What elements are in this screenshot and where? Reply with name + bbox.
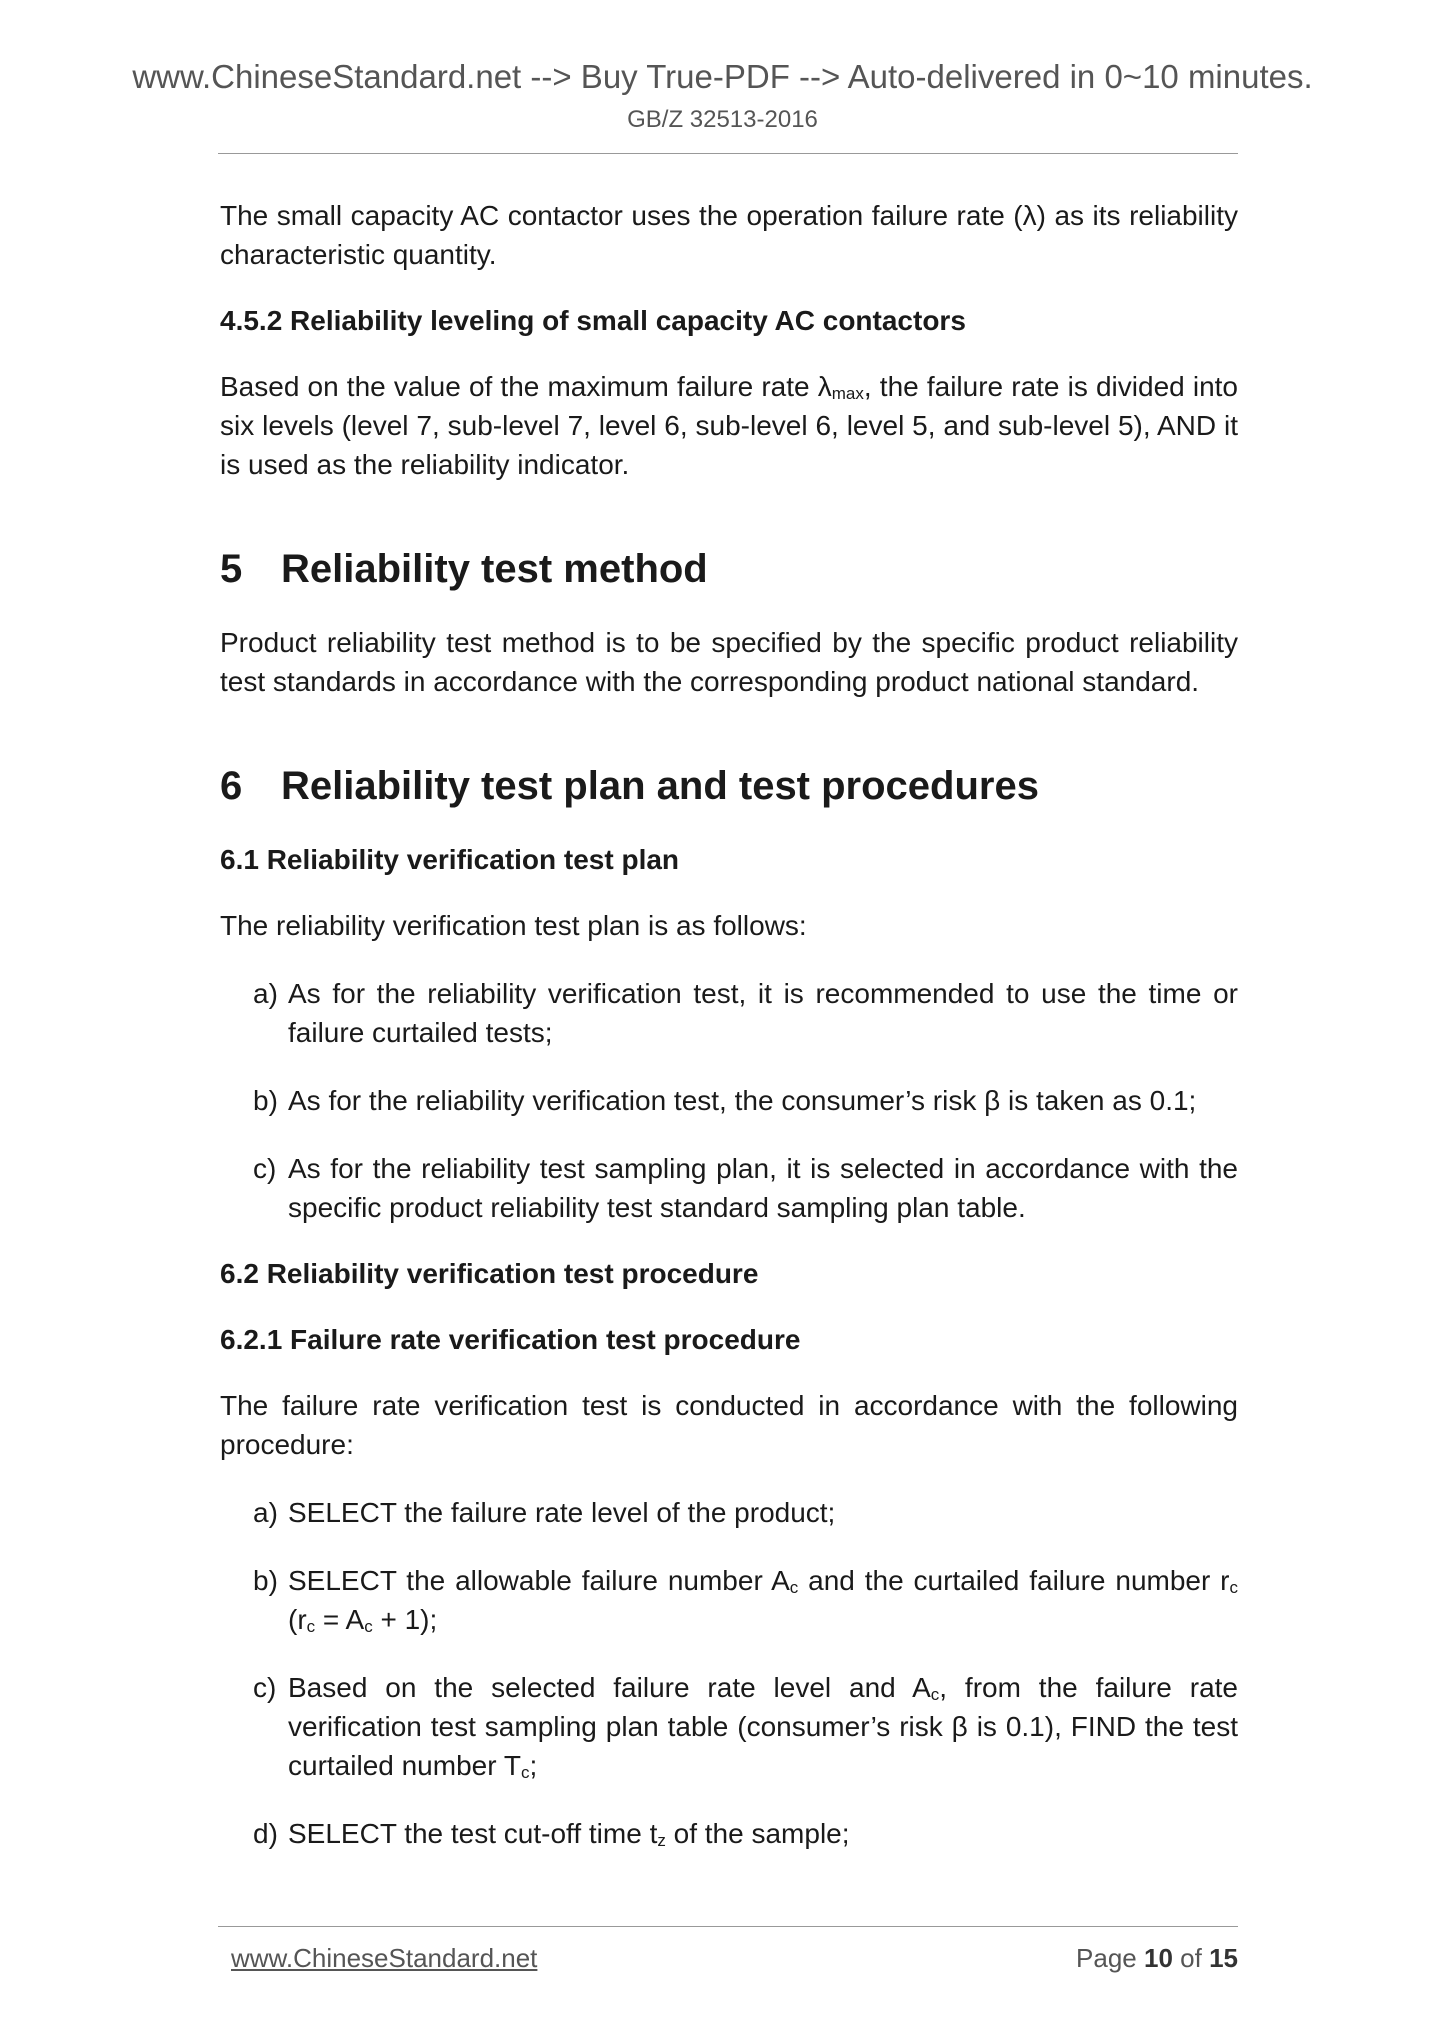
list-item: c) As for the reliability test sampling plan, it is selected in accordance with the specific product reliability test standard sampling plan table. [253,1153,1238,1223]
heading-6-2-1: 6.2.1 Failure rate verification test procedure [220,1324,801,1355]
intro-paragraph: The small capacity AC contactor uses the operation failure rate (λ) as its reliability characteristic quantity. [220,200,1238,270]
section-title: Reliability test plan and test procedures [281,764,1039,808]
paragraph-4-5-2: Based on the value of the maximum failure rate $\lambda_{max}$, the failure rate is divided into six levels (level 7, sub-level 7, level 6, sub-level 6, level 5, and sub-level 5), AND it is used as the reliability indicator. [220,371,1238,480]
heading-section-5 [220,547,1238,591]
list-item: c) Based on the selected failure rate level and $A_c$, from the failure rate verification test sampling plan table (consumer’s risk β is 0.1), FIND the test curtailed number $T_c$; [253,1672,1238,1782]
heading-6-1: 6.1 Reliability verification test plan [220,844,680,875]
header-banner: www.ChineseStandard.net --> Buy True-PDF --> Auto-delivered in 0~10 minutes. [132,58,1313,95]
section-number: 5 [220,547,243,591]
list-item: b) SELECT the allowable failure number $A_c$ and the curtailed failure number $r_c$ $(r_c = A_c + 1)$; [253,1565,1239,1636]
document-code: GB/Z 32513-2016 [627,106,818,133]
list-item: b) As for the reliability verification test, the consumer’s risk β is taken as 0.1; [253,1085,1197,1116]
heading-6-2: 6.2 Reliability verification test procedure [220,1258,759,1289]
paragraph-6-1-intro: The reliability verification test plan is as follows: [220,910,807,941]
list-item: d) SELECT the test cut-off time $t_z$ of the sample; [253,1818,850,1850]
header-divider [218,153,1238,154]
page-content [220,196,1238,1853]
paragraph-section-5: Product reliability test method is to be specified by the specific product reliability test standards in accordance with the corresponding product national standard. [220,627,1238,697]
section-title: Reliability test method [281,547,708,591]
heading-4-5-2: 4.5.2 Reliability leveling of small capacity AC contactors [220,305,966,336]
footer-website-link[interactable]: www.ChineseStandard.net [231,1943,538,1973]
section-number: 6 [220,764,243,808]
list-item: a) As for the reliability verification test, it is recommended to use the time or failure curtailed tests; [253,978,1238,1048]
page-number: Page 10 of 15 [1076,1943,1238,1973]
paragraph-6-2-1-intro: The failure rate verification test is conducted in accordance with the following procedure: [220,1390,1238,1460]
heading-section-6 [220,764,1238,808]
list-item: a) SELECT the failure rate level of the product; [253,1497,836,1528]
footer-divider [218,1926,1238,1927]
